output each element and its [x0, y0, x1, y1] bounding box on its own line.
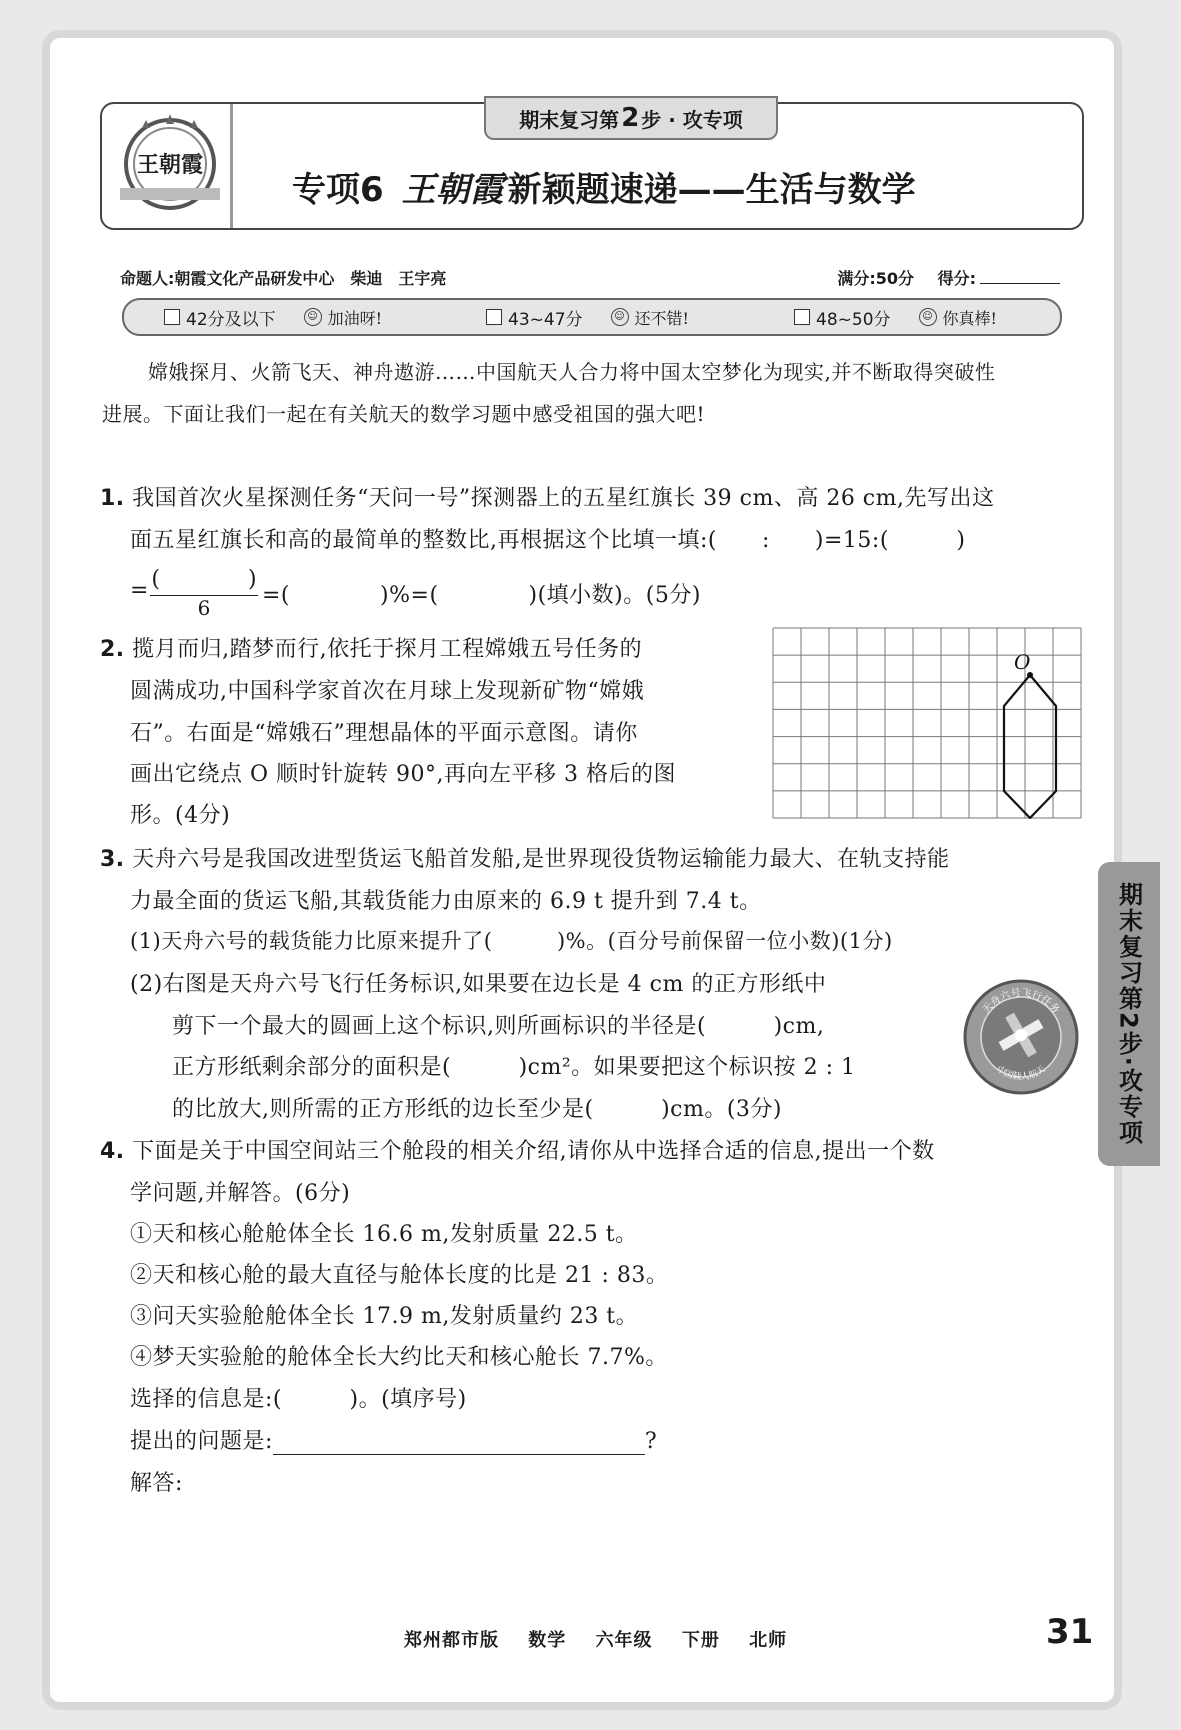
q1-line-1	[100, 481, 995, 512]
footer-volume: 下册	[681, 1630, 720, 1651]
smiley-icon: ☺	[304, 308, 322, 326]
band-range: 42分及以下	[186, 309, 276, 330]
score-band	[486, 305, 689, 330]
page-number: 31	[1046, 1612, 1094, 1652]
q2-number: 2.	[100, 637, 125, 662]
square-grid-diagram[interactable]	[772, 627, 1082, 819]
q2-line-4: 画出它绕点 O 顺时针旋转 90°,再向左平移 3 格后的图	[130, 762, 676, 787]
fraction-denominator: 6	[197, 596, 211, 620]
checkbox[interactable]	[164, 309, 180, 325]
logo-text: 王朝霞	[136, 152, 204, 178]
q1-fraction	[150, 562, 258, 620]
q2-line-1	[100, 632, 642, 663]
footer-publisher: 北师	[749, 1630, 788, 1651]
q1-eq-prefix: =	[130, 578, 149, 603]
q1-text-1: 我国首次火星探测任务“天问一号”探测器上的五星红旗长 39 cm、高 26 cm,先写出这	[132, 486, 995, 511]
badge-top-text: 天舟六号飞行任务	[980, 987, 1062, 1016]
q3-sub-2-line-4: 的比放大,则所需的正方形纸的边长至少是( )cm。(3分)	[172, 1097, 783, 1122]
checkbox[interactable]	[486, 309, 502, 325]
q4-info-2: ②天和核心舱的最大直径与舱体长度的比是 21 : 83。	[130, 1263, 669, 1288]
authors: 命题人:朝霞文化产品研发中心 柴迪 王宇亮	[120, 269, 447, 288]
q2-line-3: 石”。右面是“嫦娥石”理想晶体的平面示意图。请你	[130, 721, 638, 746]
footer-subject: 数学	[528, 1630, 567, 1651]
q4-line-1	[100, 1134, 935, 1165]
q4-answer-label: 解答:	[130, 1471, 183, 1496]
footer	[404, 1626, 809, 1652]
intro-line-2: 进展。下面让我们一起在有关航天的数学习题中感受祖国的强大吧!	[102, 402, 706, 426]
page-title	[292, 162, 916, 211]
q4-info-3: ③问天实验舱舱体全长 17.9 m,发射质量约 23 t。	[130, 1304, 639, 1329]
step-prefix: 期末复习第	[519, 107, 620, 132]
title-subject: 新颖题速递——生活与数学	[507, 170, 916, 210]
fraction-numerator: ( )	[150, 562, 258, 596]
header-box	[100, 102, 1084, 230]
score-info	[837, 266, 1060, 289]
q3-text-1: 天舟六号是我国改进型货运飞船首发船,是世界现役货物运输能力最大、在轨支持能	[132, 847, 950, 872]
question-label: 提出的问题是:	[130, 1429, 273, 1454]
footer-grade: 六年级	[595, 1630, 653, 1651]
q2-line-5: 形。(4分)	[130, 803, 231, 828]
step-banner	[484, 96, 778, 140]
q4-select: 选择的信息是:( )。(填序号)	[130, 1387, 467, 1412]
logo-divider	[230, 104, 233, 228]
side-tab	[1098, 862, 1160, 1166]
score-band	[164, 305, 382, 330]
q3-sub-2-line-2: 剪下一个最大的圆画上这个标识,则所画标识的半径是( )cm,	[172, 1014, 825, 1039]
q3-sub-2-line-1: (2)右图是天舟六号飞行任务标识,如果要在边长是 4 cm 的正方形纸中	[130, 972, 827, 997]
step-number: 2	[621, 103, 640, 133]
smiley-icon: ☺	[919, 308, 937, 326]
band-mood: 加油呀!	[327, 308, 383, 328]
intro-line-1: 嫦娥探月、火箭飞天、神舟遨游……中国航天人合力将中国太空梦化为现实,并不断取得突破性	[148, 360, 996, 384]
logo-seal	[116, 110, 224, 218]
smiley-icon: ☺	[611, 308, 629, 326]
band-mood: 还不错!	[634, 308, 689, 328]
title-brand: 王朝霞	[401, 170, 504, 210]
footer-edition: 郑州都市版	[404, 1630, 499, 1651]
question-mark: ?	[644, 1429, 658, 1454]
meta-line	[120, 266, 1060, 289]
hexagon-crystal	[1004, 675, 1056, 818]
q2-line-2: 圆满成功,中国科学家首次在月球上发现新矿物“嫦娥	[130, 679, 645, 704]
q4-info-4: ④梦天实验舱的舱体全长大约比天和核心舱长 7.7%。	[130, 1345, 668, 1370]
q4-text-1: 下面是关于中国空间站三个舱段的相关介绍,请你从中选择合适的信息,提出一个数	[132, 1139, 935, 1164]
step-suffix: 步 · 攻专项	[641, 107, 743, 132]
q3-sub-1: (1)天舟六号的载货能力比原来提升了( )%。(百分号前保留一位小数)(1分)	[130, 929, 893, 953]
score-band-bar	[122, 298, 1062, 336]
side-tab-label: 期末复习第2步·攻专项	[1114, 882, 1143, 1146]
checkbox[interactable]	[794, 309, 810, 325]
band-range: 48~50分	[816, 309, 891, 330]
mission-badge	[962, 978, 1080, 1096]
q1-number: 1.	[100, 486, 125, 511]
q2-text-1: 揽月而归,踏梦而行,依托于探月工程嫦娥五号任务的	[132, 637, 643, 662]
score-blank[interactable]	[980, 283, 1060, 284]
point-o-label: O	[1014, 650, 1031, 674]
q3-sub-2-line-3: 正方形纸剩余部分的面积是( )cm²。如果要把这个标识按 2 : 1	[172, 1055, 856, 1080]
badge-bottom-text: 中国载人航天	[994, 1064, 1048, 1083]
q1-line-2: 面五星红旗长和高的最简单的整数比,再根据这个比填一填:( : )=15:( )	[130, 528, 966, 553]
score-band	[794, 305, 997, 330]
question-answer-line[interactable]	[273, 1434, 645, 1455]
q4-line-2: 学问题,并解答。(6分)	[130, 1181, 351, 1206]
q4-question-row	[130, 1424, 657, 1455]
q3-line-2: 力最全面的货运飞船,其载货能力由原来的 6.9 t 提升到 7.4 t。	[130, 889, 762, 914]
full-score: 满分:50分	[837, 269, 915, 288]
q3-line-1	[100, 842, 950, 873]
q4-info-1: ①天和核心舱舱体全长 16.6 m,发射质量 22.5 t。	[130, 1222, 638, 1247]
score-label: 得分:	[937, 269, 976, 288]
band-range: 43~47分	[508, 309, 583, 330]
title-topic: 专项6	[292, 170, 384, 210]
band-mood: 你真棒!	[942, 308, 997, 328]
q1-eq-rest: =( )%=( )(填小数)。(5分)	[262, 583, 701, 608]
q3-number: 3.	[100, 847, 125, 872]
q4-number: 4.	[100, 1139, 125, 1164]
